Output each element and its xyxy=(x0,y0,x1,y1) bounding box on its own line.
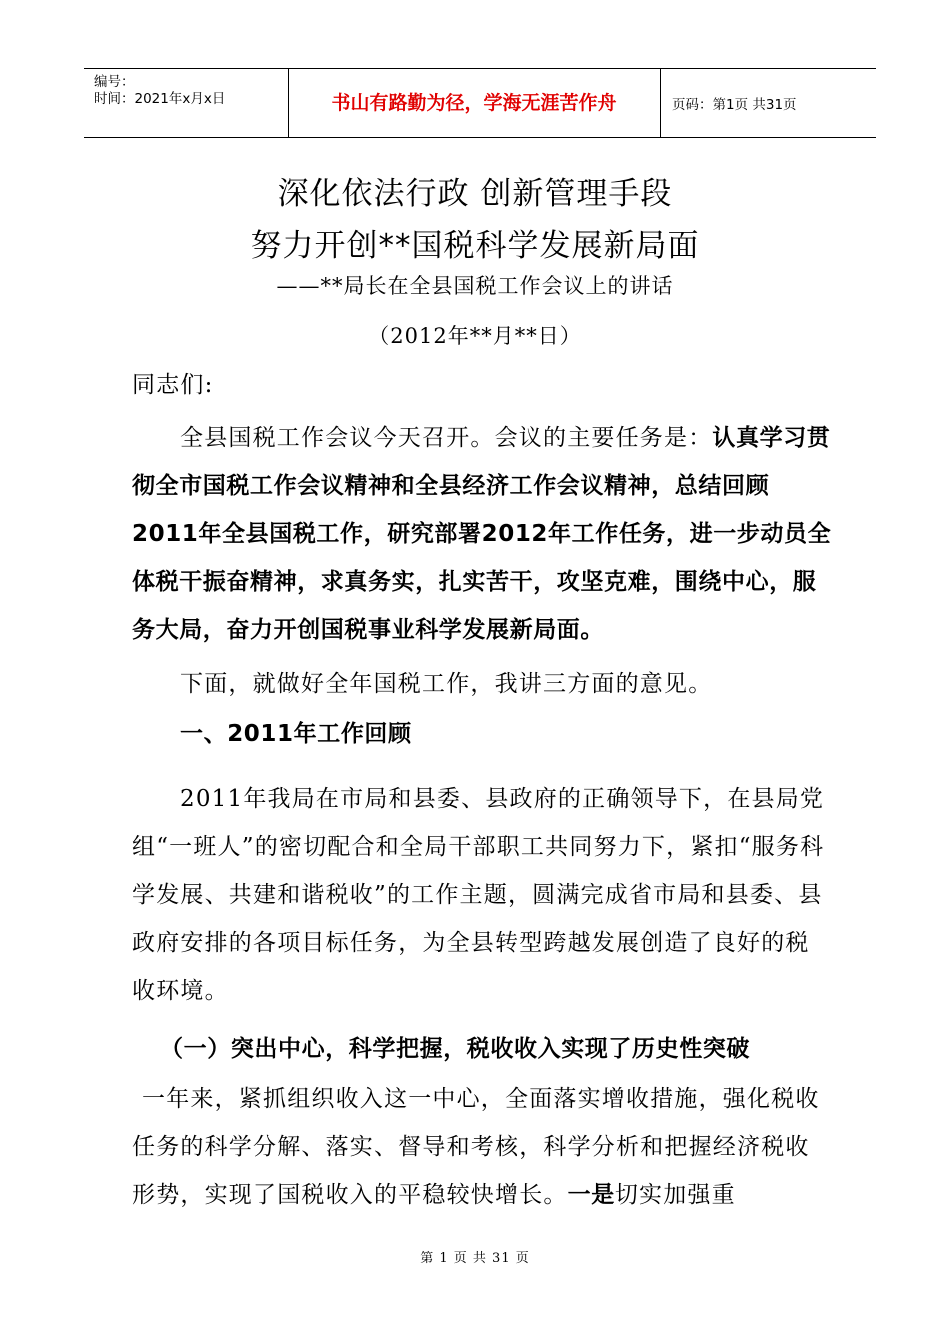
salutation: 同志们: xyxy=(132,372,214,398)
number-label: 编号： xyxy=(94,74,135,90)
section-heading-1: 一、2011年工作回顾 xyxy=(180,721,412,747)
title-line-1: 深化依法行政 创新管理手段 xyxy=(277,176,673,212)
speech-date: （2012年**月**日） xyxy=(368,324,582,348)
paragraph-review: 2011年我局在市局和县委、县政府的正确领导下，在县局党组“一班人”的密切配合和全局干部职工共同努力下，紧扣“服务科学发展、共建和谐税收”的工作主题，圆满完成省市局和县委、县政府安排的各项目标任务，为全县转型跨越发展创造了良好的税收环境。 xyxy=(132,786,825,1004)
page-footer: 第 1 页 共 31 页 xyxy=(420,1251,530,1266)
time-label: 时间：2021年x月x日 xyxy=(94,91,226,107)
revenue-text: 一年来，紧抓组织收入这一中心，全面落实增收措施，强化税收任务的科学分解、落实、督导和考核，科学分析和把握经济税收形势，实现了国税收入的平稳较快增长。 xyxy=(132,1086,820,1208)
subtitle: ——**局长在全县国税工作会议上的讲话 xyxy=(276,274,674,298)
title-line-2: 努力开创**国税科学发展新局面 xyxy=(250,228,700,264)
header-meta-cell xyxy=(84,69,289,137)
paragraph-revenue xyxy=(132,1075,832,1219)
intro-bold-text: 认真学习贯彻全市国税工作会议精神和全县经济工作会议精神，总结回顾2011年全县国税工作，研究部署2012年工作任务，进一步动员全体税干振奋精神，求真务实，扎实苦干，攻坚克难，围绕中心，服务大局，奋力开创国税事业科学发展新局面。 xyxy=(132,425,832,643)
subsection-heading-1: （一）突出中心，科学把握，税收收入实现了历史性突破 xyxy=(160,1036,750,1062)
paragraph-intro xyxy=(132,414,832,654)
header-page-info: 页码：第1页 共31页 xyxy=(672,97,797,113)
intro-text: 全县国税工作会议今天召开。会议的主要任务是： xyxy=(180,425,713,451)
revenue-bold-marker: 一是 xyxy=(567,1182,615,1208)
paragraph-outline: 下面，就做好全年国税工作，我讲三方面的意见。 xyxy=(180,671,713,697)
header-table xyxy=(84,68,876,138)
revenue-tail-text: 切实加强重 xyxy=(614,1182,736,1208)
header-motto: 书山有路勤为径，学海无涯苦作舟 xyxy=(288,69,661,137)
